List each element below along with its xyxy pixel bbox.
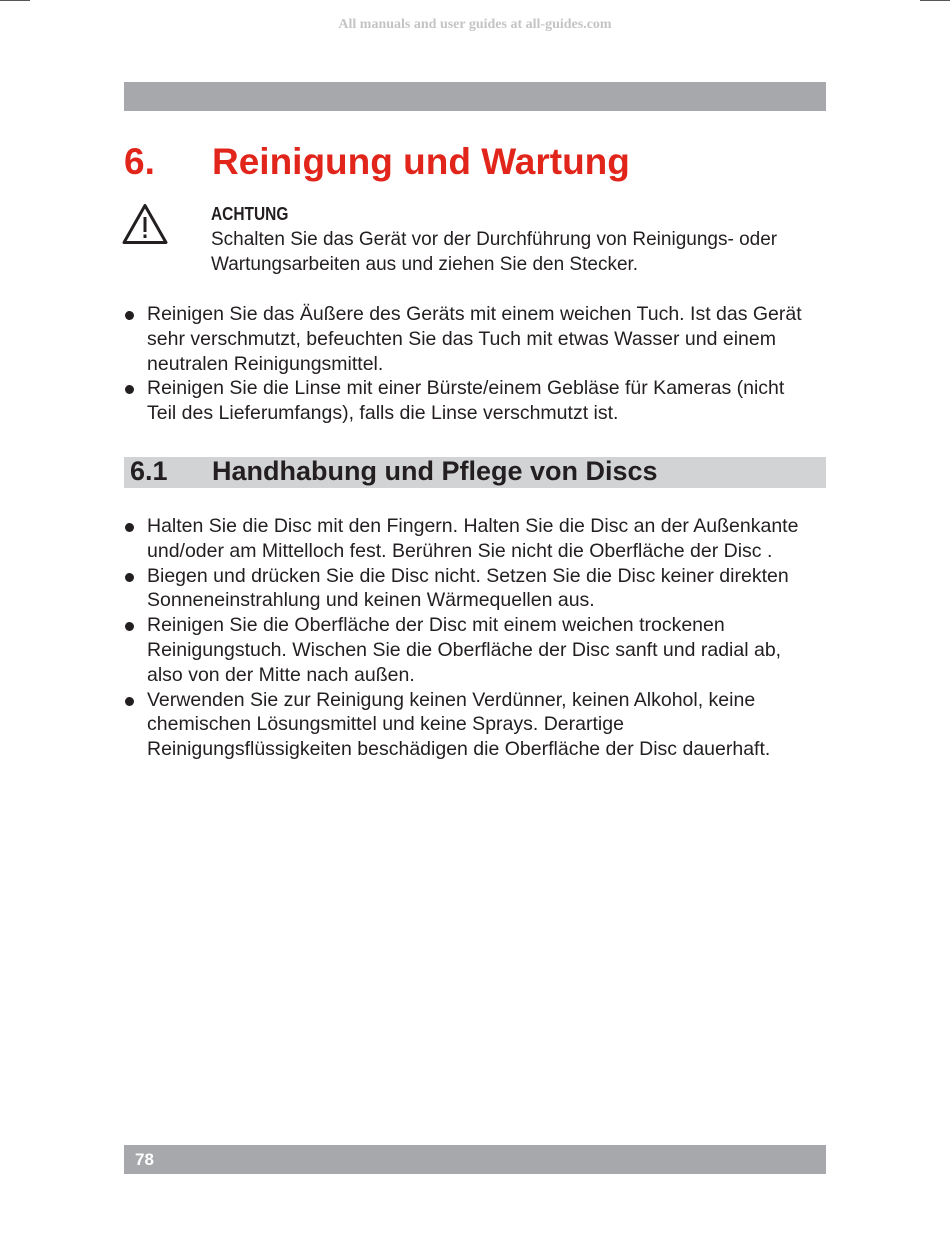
list-item — [124, 613, 834, 687]
list-item-line: Halten Sie die Disc mit den Fingern. Halten Sie die Disc an der Außenkante — [147, 515, 799, 537]
disc-care-bullet-list — [124, 514, 834, 762]
list-item-line: und/oder am Mittelloch fest. Berühren Sie nicht die Oberfläche der Disc . — [147, 539, 773, 562]
list-item-line: sehr verschmutzt, befeuchten Sie das Tuch mit etwas Wasser und einem — [147, 327, 776, 350]
cleaning-bullet-list — [124, 302, 834, 426]
list-item-line: Reinigen Sie das Äußere des Geräts mit einem weichen Tuch. Ist das Gerät — [147, 303, 802, 325]
bullet-icon — [125, 311, 134, 320]
warning-line: Schalten Sie das Gerät vor der Durchführung von Reinigungs- oder — [211, 229, 778, 250]
list-item-line: Reinigungsflüssigkeiten beschädigen die Oberfläche der Disc dauerhaft. — [147, 738, 771, 761]
footer-bar — [124, 1145, 826, 1174]
list-item-line: Reinigungstuch. Wischen Sie die Oberfläche der Disc sanft und radial ab, — [147, 638, 782, 661]
page-number: 78 — [135, 1150, 154, 1169]
list-item-line: Teil des Lieferumfangs), falls die Linse verschmutzt ist. — [147, 402, 619, 425]
bullet-icon — [125, 523, 134, 532]
warning-triangle-icon — [122, 203, 168, 245]
chapter-title-text: Reinigung und Wartung — [212, 141, 630, 182]
bullet-icon — [125, 697, 134, 706]
list-item-line: chemischen Lösungsmittel und keine Sprays. Derartige — [147, 713, 624, 736]
list-item-line: also von der Mitte nach außen. — [147, 663, 415, 686]
bullet-icon — [125, 622, 134, 631]
chapter-number: 6. — [124, 141, 155, 182]
list-item-line: Biegen und drücken Sie die Disc nicht. Setzen Sie die Disc keiner direkten — [147, 564, 789, 587]
list-item — [124, 688, 834, 762]
bullet-icon — [125, 385, 134, 394]
warning-heading: ACHTUNG — [211, 204, 289, 224]
watermark: All manuals and user guides at all-guides.com — [338, 17, 612, 32]
list-item-line: Reinigen Sie die Oberfläche der Disc mit einem weichen trockenen — [147, 614, 725, 637]
header-bar — [124, 82, 826, 111]
section-number: 6.1 — [130, 456, 168, 486]
list-item-line: Verwenden Sie zur Reinigung keinen Verdünner, keinen Alkohol, keine — [147, 688, 756, 711]
warning-line: Wartungsarbeiten aus und ziehen Sie den Stecker. — [211, 254, 639, 275]
bullet-icon — [125, 573, 134, 582]
list-item — [124, 302, 834, 376]
list-item — [124, 514, 834, 564]
chapter-title — [124, 138, 826, 186]
section-title-text: Handhabung und Pflege von Discs — [212, 456, 658, 486]
crop-mark-right — [920, 0, 950, 1]
list-item-line: Sonneneinstrahlung und keinen Wärmequellen aus. — [147, 589, 595, 612]
list-item-line: neutralen Reinigungsmittel. — [147, 352, 384, 375]
warning-block — [211, 203, 826, 277]
list-item — [124, 376, 834, 426]
warning-text — [211, 227, 826, 277]
list-item-line: Reinigen Sie die Linse mit einer Bürste/einem Gebläse für Kameras (nicht — [147, 377, 785, 400]
crop-mark-left — [0, 0, 30, 1]
list-item — [124, 564, 834, 614]
